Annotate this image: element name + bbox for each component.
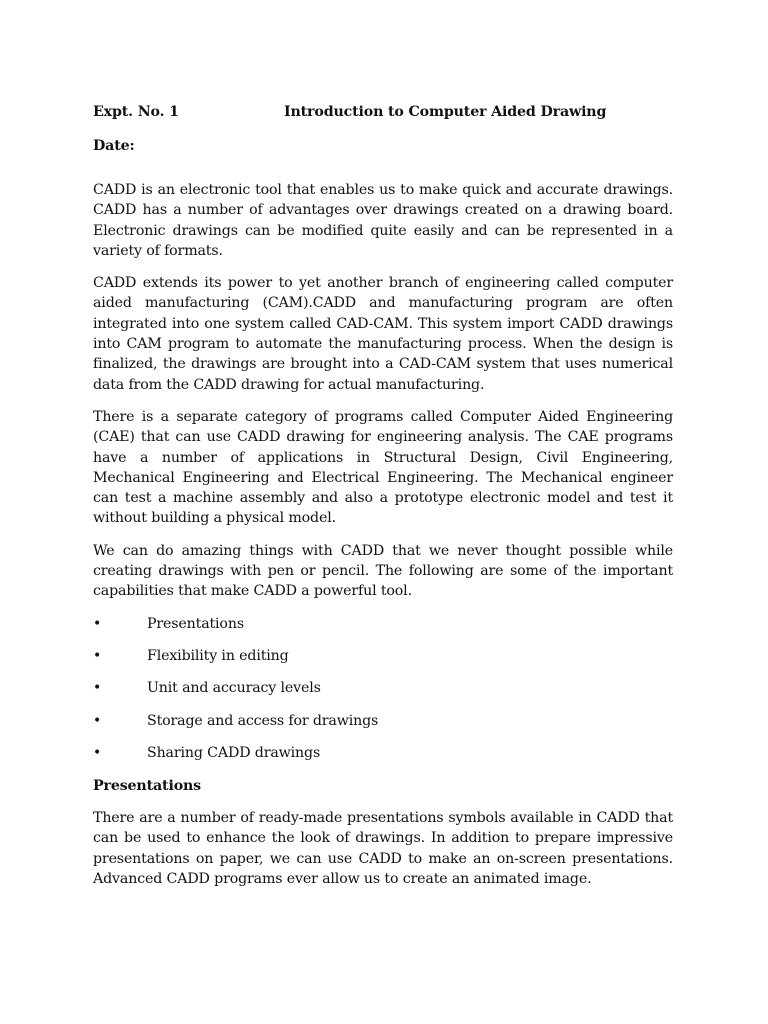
paragraph-cam: CADD extends its power to yet another branch of engineering called computer aided manufacturing (CAM).CADD and manufacturing program are often integrated into one system called CAD-CAM. This system import CADD drawings into CAM program to automate the manufacturing process. When the design is finalized, the drawings are brought into a CAD-CAM system that uses numerical data from the CADD drawing for actual manufacturing. [93,275,673,393]
list-item [93,614,673,634]
experiment-header [93,102,673,124]
list-item [93,678,673,698]
capabilities-list [93,614,673,764]
list-item-label: Presentations [147,615,244,632]
experiment-number: Expt. No. 1 [93,104,179,120]
list-item-label: Storage and access for drawings [147,712,379,729]
document-content [93,102,673,889]
list-item [93,743,673,763]
paragraph-presentations: There are a number of ready-made presentations symbols available in CADD that can be used to enhance the look of drawings. In addition to prepare impressive presentations on paper, we can use CADD to make an on-screen presentations. Advanced CADD programs ever allow us to create an animated image. [93,810,673,887]
paragraph-cae: There is a separate category of programs called Computer Aided Engineering (CAE) that can use CADD drawing for engineering analysis. The CAE programs have a number of applications in Structural Design, Civil Engineering, Mechanical Engineering and Electrical Engineering. The Mechanical engineer can test a machine assembly and also a prototype electronic model and test it without building a physical model. [93,408,673,527]
bullet-icon: • [93,615,102,632]
bullet-icon: • [93,648,102,665]
paragraph-intro: CADD is an electronic tool that enables us to make quick and accurate drawings. CADD has a number of advantages over drawings created on a drawing board. Electronic drawings can be modified quite easily and can be represented in a variety of formats. [93,182,673,259]
list-item [93,646,673,666]
paragraph-capabilities: We can do amazing things with CADD that we never thought possible while creating drawings with pen or pencil. The following are some of the important capabilities that make CADD a powerful tool. [93,542,673,600]
bullet-icon: • [93,745,102,762]
bullet-icon: • [93,712,102,729]
bullet-icon: • [93,680,102,697]
list-item-label: Sharing CADD drawings [147,745,321,762]
list-item-label: Flexibility in editing [147,648,289,665]
list-item [93,711,673,731]
list-item-label: Unit and accuracy levels [147,680,321,697]
section-heading-presentations: Presentations [93,777,202,794]
date-label: Date: [93,138,135,154]
experiment-title: Introduction to Computer Aided Drawing [284,104,607,120]
